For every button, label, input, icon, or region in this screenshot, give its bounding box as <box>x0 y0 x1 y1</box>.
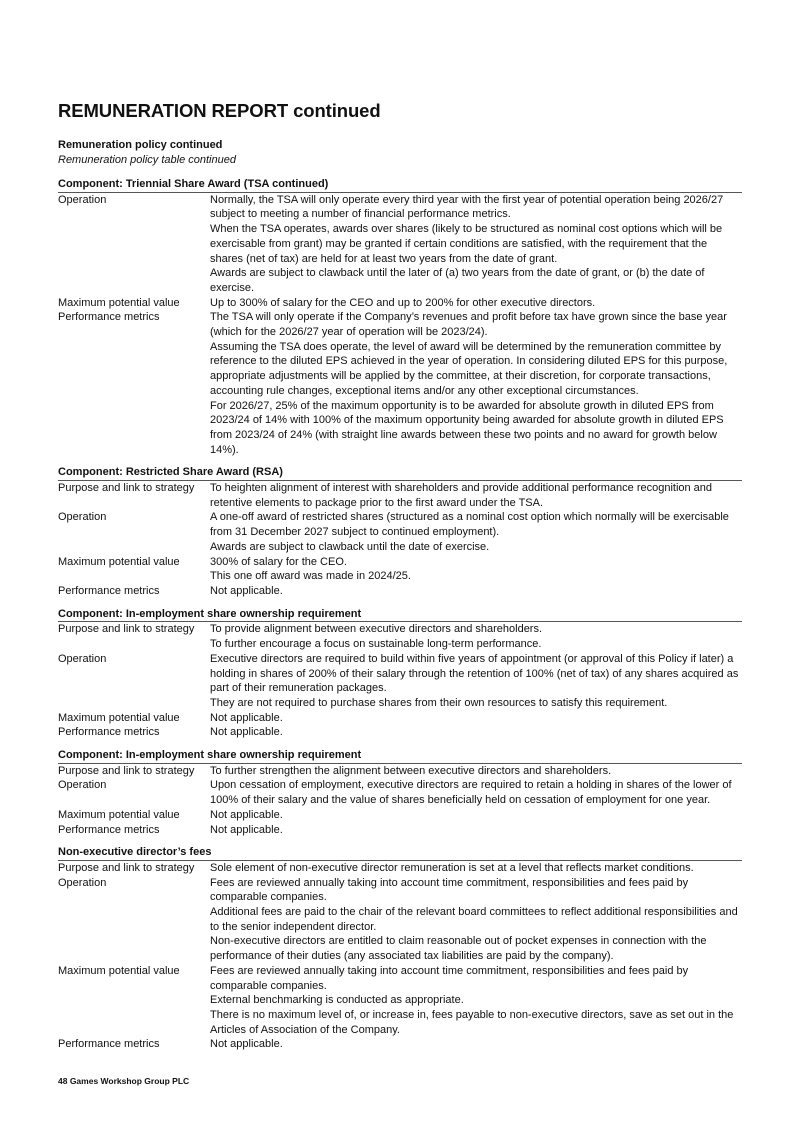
policy-row <box>58 652 742 711</box>
page-title: REMUNERATION REPORT continued <box>58 100 381 121</box>
row-label: Purpose and link to strategy <box>58 764 195 777</box>
row-paragraph: When the TSA operates, awards over shares (likely to be structured as nominal cost options which will be exercisable from grant) may be granted if certain conditions are satisfied, with the requirement that the shares (net of tax) are held for at least two years from the date of grant. <box>210 223 723 265</box>
row-paragraph: Non-executive directors are entitled to claim reasonable out of pocket expenses in connection with the performance of their duties (any associated tax liabilities are paid by the company). <box>210 935 707 963</box>
row-content <box>210 622 742 651</box>
row-label: Maximum potential value <box>58 296 180 309</box>
policy-row <box>58 1037 742 1052</box>
row-label: Maximum potential value <box>58 964 180 977</box>
policy-row <box>58 711 742 726</box>
row-paragraph: 300% of salary for the CEO. <box>210 555 347 568</box>
row-label: Operation <box>58 779 107 792</box>
row-label: Maximum potential value <box>58 555 180 568</box>
table-caption: Remuneration policy table continued <box>58 154 236 166</box>
row-content <box>210 310 742 457</box>
policy-row <box>58 584 742 599</box>
section-title: Component: Restricted Share Award (RSA) <box>58 465 742 481</box>
row-content <box>210 808 742 823</box>
row-label: Maximum potential value <box>58 711 180 724</box>
section-subtitle: Remuneration policy continued <box>58 139 223 151</box>
row-label: Performance metrics <box>58 311 160 324</box>
row-content <box>210 296 742 311</box>
row-paragraph: To heighten alignment of interest with shareholders and provide additional performance recognition and retentive elements to package prior to the first award under the TSA. <box>210 482 713 509</box>
row-label: Purpose and link to strategy <box>58 623 195 636</box>
section-title: Component: In-employment share ownership requirement <box>58 607 742 623</box>
row-paragraph: Awards are subject to clawback until the later of (a) two years from the date of grant, or (b) the date of exercise. <box>210 267 705 294</box>
row-paragraph: Not applicable. <box>210 808 283 821</box>
row-content <box>210 725 742 740</box>
row-paragraph: External benchmarking is conducted as appropriate. <box>210 994 464 1007</box>
policy-row <box>58 555 742 584</box>
policy-row <box>58 823 742 838</box>
policy-row <box>58 310 742 457</box>
row-paragraph: This one off award was made in 2024/25. <box>210 570 411 583</box>
row-label: Operation <box>58 511 107 524</box>
page-footer: 48 Games Workshop Group PLC <box>58 1076 190 1086</box>
row-paragraph: For 2026/27, 25% of the maximum opportunity is to be awarded for absolute growth in diluted EPS from 2023/24 of 14% with 100% of the maximum opportunity being awarded for absolute growth in diluted EPS from 2023/24 of 24% (with straight line awards between these two points and no award for growth below 14%). <box>210 399 724 456</box>
policy-section <box>58 748 742 837</box>
row-paragraph: Fees are reviewed annually taking into account time commitment, responsibilities and fees paid by comparable companies. <box>210 964 689 992</box>
row-content <box>210 778 742 807</box>
row-paragraph: A one-off award of restricted shares (structured as a nominal cost option which normally will be exercisable from 31 December 2027 subject to continued employment). <box>210 511 729 539</box>
row-label: Purpose and link to strategy <box>58 861 195 874</box>
row-paragraph: Fees are reviewed annually taking into account time commitment, responsibilities and fees paid by comparable companies. <box>210 876 689 904</box>
row-paragraph: Assuming the TSA does operate, the level of award will be determined by the remuneration committee by reference to the diluted EPS achieved in the year of operation. In considering diluted EPS for this purpose, appropriate adjustments will be applied by the committee, at their discretion, for corporate transactions, accounting rule changes, exceptional items and/or any other exceptional circumstances. <box>210 340 728 397</box>
policy-row <box>58 964 742 1038</box>
row-content <box>210 861 742 876</box>
row-content <box>210 555 742 584</box>
row-paragraph: There is no maximum level of, or increase in, fees payable to non-executive directors, save as set out in the Articles of Association of the Company. <box>210 1008 734 1036</box>
policy-section <box>58 845 742 1052</box>
subheading-block <box>58 138 236 168</box>
row-paragraph: Awards are subject to clawback until the date of exercise. <box>210 540 490 553</box>
row-paragraph: Not applicable. <box>210 584 283 597</box>
section-title: Component: Triennial Share Award (TSA continued) <box>58 177 742 193</box>
row-label: Operation <box>58 652 107 665</box>
policy-row <box>58 808 742 823</box>
row-content <box>210 1037 742 1052</box>
section-title: Component: In-employment share ownership requirement <box>58 748 742 764</box>
row-content <box>210 764 742 779</box>
row-label: Purpose and link to strategy <box>58 482 195 495</box>
row-content <box>210 823 742 838</box>
policy-section <box>58 177 742 457</box>
row-paragraph: Additional fees are paid to the chair of the relevant board committees to reflect additional responsibilities and to the senior independent director. <box>210 906 738 933</box>
row-paragraph: Sole element of non-executive director remuneration is set at a level that reflects market conditions. <box>210 861 694 874</box>
row-paragraph: Upon cessation of employment, executive directors are required to retain a holding in shares of the lower of 100% of their salary and the value of shares beneficially held on cessation of employment for one year. <box>210 779 732 807</box>
row-content <box>210 510 742 554</box>
policy-table <box>58 177 742 1060</box>
policy-row <box>58 296 742 311</box>
row-label: Performance metrics <box>58 823 160 836</box>
row-paragraph: Up to 300% of salary for the CEO and up to 200% for other executive directors. <box>210 296 596 309</box>
row-content <box>210 964 742 1038</box>
row-paragraph: Not applicable. <box>210 1038 283 1051</box>
row-content <box>210 193 742 296</box>
row-paragraph: To provide alignment between executive directors and shareholders. <box>210 623 543 636</box>
row-content <box>210 584 742 599</box>
row-content <box>210 652 742 711</box>
policy-row <box>58 622 742 651</box>
row-label: Operation <box>58 876 107 889</box>
row-paragraph: Normally, the TSA will only operate every third year with the first year of potential operation being 2026/27 subject to meeting a number of financial performance metrics. <box>210 193 724 221</box>
row-paragraph: Not applicable. <box>210 711 283 724</box>
row-label: Operation <box>58 193 107 206</box>
row-paragraph: To further strengthen the alignment between executive directors and shareholders. <box>210 764 612 777</box>
row-label: Maximum potential value <box>58 808 180 821</box>
row-paragraph: Executive directors are required to build within five years of appointment (or approval of this Policy if later) a holding in shares of 200% of their salary through the retention of 100% (net of tax) of any shares acquired as part of their remuneration packages. <box>210 652 739 695</box>
row-paragraph: To further encourage a focus on sustainable long-term performance. <box>210 638 542 651</box>
policy-row <box>58 764 742 779</box>
row-paragraph: Not applicable. <box>210 726 283 739</box>
row-content <box>210 876 742 964</box>
policy-row <box>58 510 742 554</box>
policy-section <box>58 607 742 740</box>
policy-row <box>58 861 742 876</box>
row-paragraph: Not applicable. <box>210 823 283 836</box>
section-title: Non-executive director’s fees <box>58 845 742 861</box>
row-paragraph: They are not required to purchase shares from their own resources to satisfy this requirement. <box>210 696 668 709</box>
row-label: Performance metrics <box>58 726 160 739</box>
row-label: Performance metrics <box>58 584 160 597</box>
policy-row <box>58 481 742 510</box>
row-content <box>210 711 742 726</box>
row-label: Performance metrics <box>58 1038 160 1051</box>
policy-row <box>58 876 742 964</box>
row-paragraph: The TSA will only operate if the Company’s revenues and profit before tax have grown since the base year (which for the 2026/27 year of operation will be 2023/24). <box>210 311 727 339</box>
policy-row <box>58 778 742 807</box>
policy-row <box>58 193 742 296</box>
policy-section <box>58 465 742 598</box>
row-content <box>210 481 742 510</box>
policy-row <box>58 725 742 740</box>
